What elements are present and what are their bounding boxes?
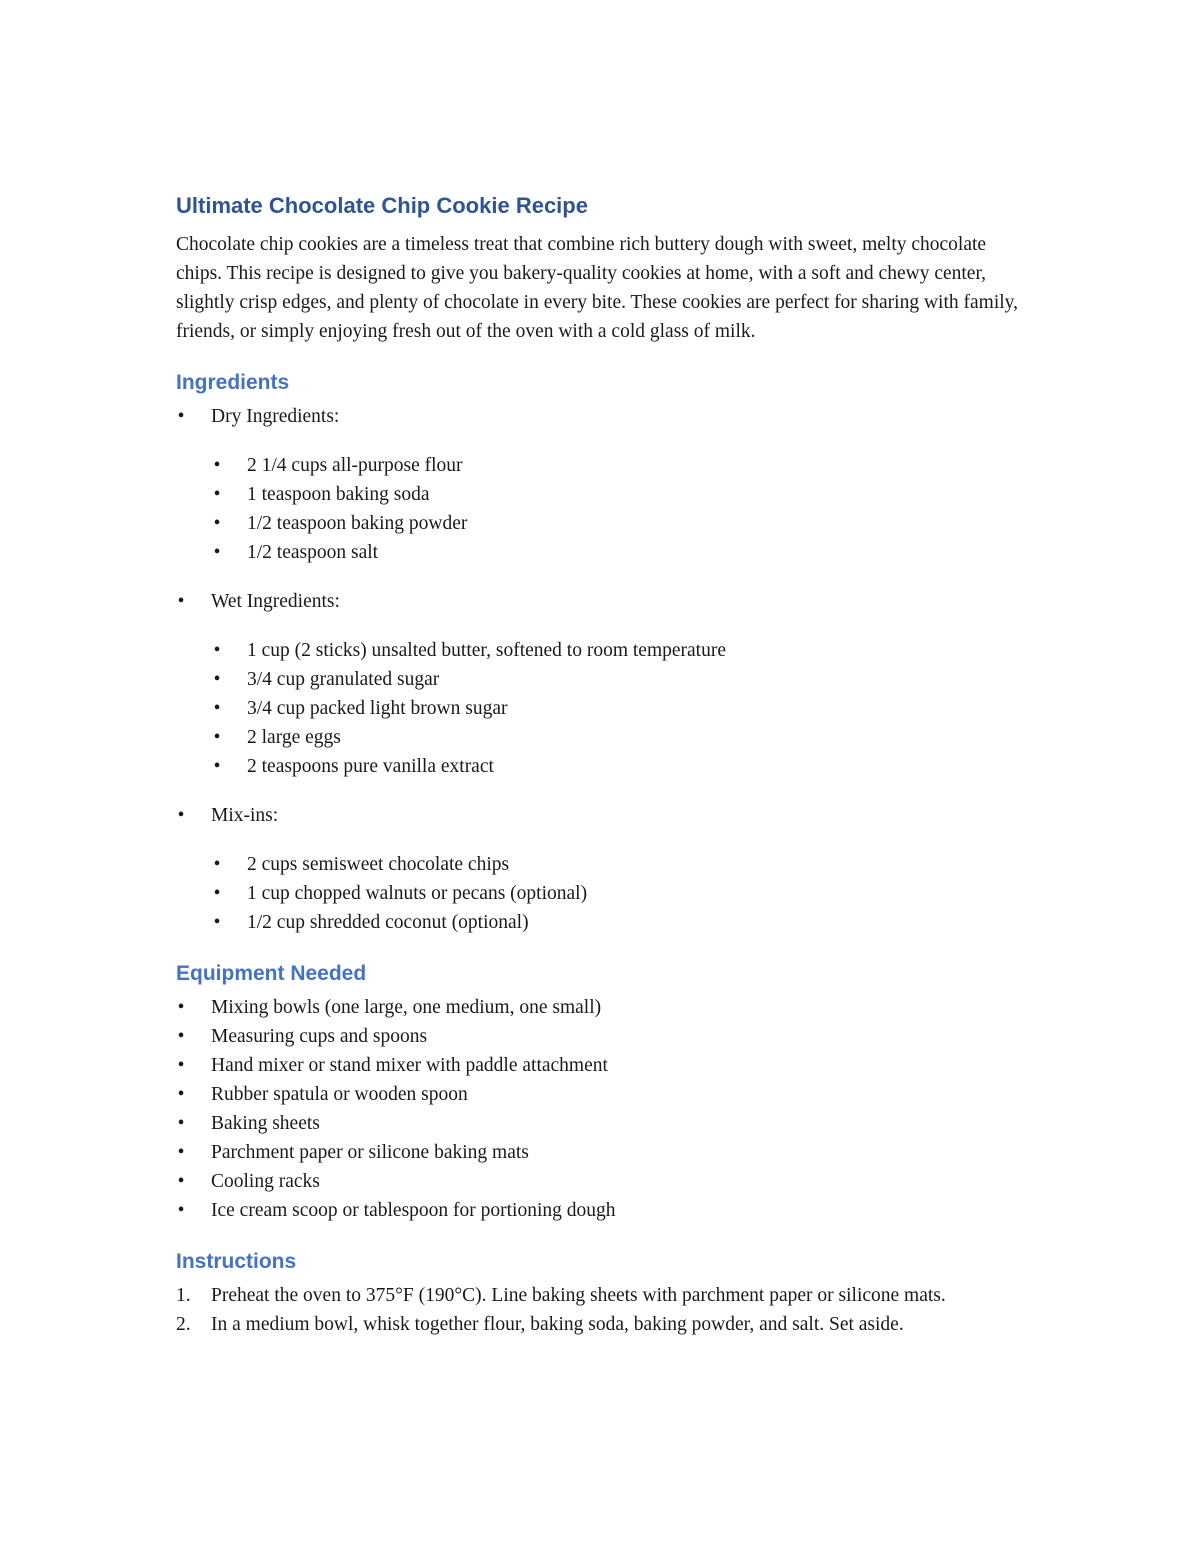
bullet-icon: •: [213, 640, 221, 661]
ingredient-group: [176, 402, 1036, 431]
equipment-list: [176, 993, 1036, 1225]
bullet-icon: •: [177, 1200, 185, 1221]
list-item: • 3/4 cup granulated sugar: [176, 665, 1036, 694]
step-text: In a medium bowl, whisk together flour, baking soda, baking powder, and salt. Set aside.: [211, 1314, 904, 1335]
bullet-icon: •: [177, 1142, 185, 1163]
list-item: • 2 1/4 cups all-purpose flour: [176, 451, 1036, 480]
instructions-list: [176, 1281, 1036, 1339]
list-item: • 1/2 teaspoon salt: [176, 538, 1036, 567]
ingredients-list: [176, 801, 1036, 830]
dry-ingredients-list: [176, 451, 1036, 567]
bullet-icon: •: [213, 455, 221, 476]
bullet-icon: •: [177, 1171, 185, 1192]
ingredient-group-label: Wet Ingredients:: [211, 591, 340, 612]
equipment-heading: Equipment Needed: [176, 962, 367, 985]
bullet-icon: •: [213, 542, 221, 563]
list-item: • 2 large eggs: [176, 723, 1036, 752]
bullet-icon: •: [177, 805, 185, 826]
list-item: • 3/4 cup packed light brown sugar: [176, 694, 1036, 723]
list-item: • 2 teaspoons pure vanilla extract: [176, 752, 1036, 781]
list-item: • Mixing bowls (one large, one medium, one small): [176, 993, 1036, 1022]
list-item: • Ice cream scoop or tablespoon for portioning dough: [176, 1196, 1036, 1225]
list-item: • 1 cup chopped walnuts or pecans (optional): [176, 879, 1036, 908]
document-page: [176, 190, 1036, 1339]
mix-ins-list: [176, 850, 1036, 937]
bullet-icon: •: [213, 912, 221, 933]
intro-paragraph: Chocolate chip cookies are a timeless treat that combine rich buttery dough with sweet, melty chocolate chips. This recipe is designed to give you bakery-quality cookies at home, with a soft and chewy center, slightly crisp edges, and plenty of chocolate in every bite. These cookies are perfect for sharing with family, friends, or simply enjoying fresh out of the oven with a cold glass of milk.: [176, 234, 1019, 342]
list-item: • 2 cups semisweet chocolate chips: [176, 850, 1036, 879]
ingredient-group: [176, 801, 1036, 830]
bullet-icon: •: [213, 756, 221, 777]
bullet-icon: •: [177, 1113, 185, 1134]
ingredient-group-label: Mix-ins:: [211, 805, 279, 826]
bullet-icon: •: [213, 484, 221, 505]
list-item: • Cooling racks: [176, 1167, 1036, 1196]
instruction-step: [176, 1310, 1036, 1339]
bullet-icon: •: [177, 1055, 185, 1076]
ingredient-group-label: Dry Ingredients:: [211, 406, 340, 427]
ingredients-heading: Ingredients: [176, 371, 290, 394]
instruction-step: [176, 1281, 1036, 1310]
list-item: • Hand mixer or stand mixer with paddle attachment: [176, 1051, 1036, 1080]
bullet-icon: •: [177, 1026, 185, 1047]
list-item: • Parchment paper or silicone baking mats: [176, 1138, 1036, 1167]
bullet-icon: •: [213, 854, 221, 875]
ingredient-group: [176, 587, 1036, 616]
list-item: • 1 teaspoon baking soda: [176, 480, 1036, 509]
instructions-heading: Instructions: [176, 1250, 297, 1273]
list-item: • 1/2 cup shredded coconut (optional): [176, 908, 1036, 937]
list-item: • Measuring cups and spoons: [176, 1022, 1036, 1051]
page-title: Ultimate Chocolate Chip Cookie Recipe: [176, 193, 588, 218]
bullet-icon: •: [213, 513, 221, 534]
bullet-icon: •: [213, 698, 221, 719]
bullet-icon: •: [213, 883, 221, 904]
step-text: Preheat the oven to 375°F (190°C). Line baking sheets with parchment paper or silicone mats.: [211, 1285, 946, 1306]
bullet-icon: •: [177, 997, 185, 1018]
bullet-icon: •: [177, 591, 185, 612]
list-item: • 1/2 teaspoon baking powder: [176, 509, 1036, 538]
step-number: 1.: [176, 1285, 191, 1306]
wet-ingredients-list: [176, 636, 1036, 781]
step-number: 2.: [176, 1314, 191, 1335]
ingredients-list: [176, 587, 1036, 616]
bullet-icon: •: [177, 1084, 185, 1105]
bullet-icon: •: [213, 727, 221, 748]
list-item: • 1 cup (2 sticks) unsalted butter, softened to room temperature: [176, 636, 1036, 665]
list-item: • Rubber spatula or wooden spoon: [176, 1080, 1036, 1109]
list-item: • Baking sheets: [176, 1109, 1036, 1138]
bullet-icon: •: [213, 669, 221, 690]
ingredients-list: [176, 402, 1036, 431]
bullet-icon: •: [177, 406, 185, 427]
